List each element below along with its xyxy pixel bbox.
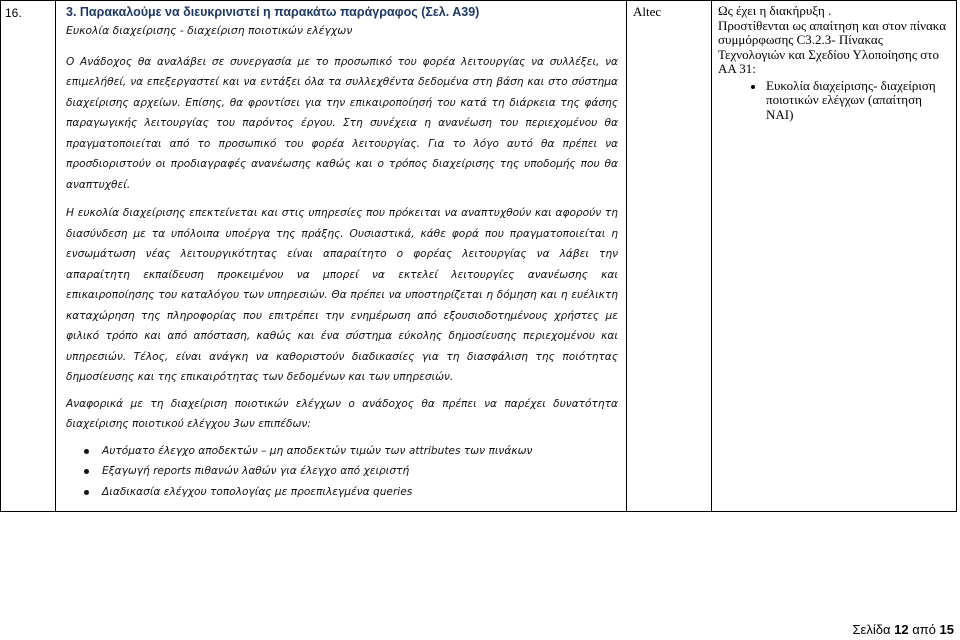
bidder-cell: Altec xyxy=(627,1,712,512)
answer-intro: Ως έχει η διακήρυξη . xyxy=(718,3,832,18)
list-item: Εξαγωγή reports πιθανών λαθών για έλεγχο από χειριστή xyxy=(102,461,618,482)
excerpt-paragraph: Η ευκολία διαχείρισης επεκτείνεται και στις υπηρεσίες που πρόκειται να αναπτυχθούν και αφορούν τη διασύνδεση με τα υπόλοιπα υποέργα της πράξης. Ουσιαστικά, κάθε φορά που πραγματοποιείται η ενσωμάτωση νέας λειτουργικότητας είναι απαραίτητο ο φορέας λειτουργίας να λάβει την απαραίτητη εκπαίδευση προκειμένου να μπορεί να εκτελεί λειτουργίες ανανέωσης και επικαιροποίησης του καταλόγου των υπηρεσιών. Θα πρέπει να υποστηρίζεται η δόμηση και η ευέλικτη καταχώρηση της πληροφορίας που επιτρέπει την ενημέρωση από εξουσιοδοτημένους χρήστες με φιλικό τρόπο και από απόσταση, καθώς και ένα σύστημα εύκολης δημοσίευσης περιεχομένου και υπηρεσιών. Τέλος, είναι ανάγκη να καθοριστούν διαδικασίες για τη διασφάλιση της ποιότητας δημοσίευσης και της επικαιρότητας των δεδομένων και των υπηρεσιών. xyxy=(66,207,618,383)
excerpt-bullet-list xyxy=(66,441,618,503)
quoted-excerpt xyxy=(56,19,626,502)
total-pages: 15 xyxy=(939,622,954,637)
list-item: Ευκολία διαχείρισης- διαχείριση ποιοτικών ελέγχων (απαίτηση ΝΑΙ) xyxy=(766,79,950,123)
excerpt-paragraph: Αναφορικά με τη διαχείριση ποιοτικών ελέγχων ο ανάδοχος θα πρέπει να παρέχει δυνατότητα διαχείρισης ποιοτικού ελέγχου 3ων επιπέδων: xyxy=(66,397,618,430)
page-footer xyxy=(852,622,954,637)
excerpt-title: Ευκολία διαχείρισης - διαχείριση ποιοτικών ελέγχων xyxy=(66,24,353,37)
list-item: Αυτόματο έλεγχο αποδεκτών – μη αποδεκτών τιμών των attributes των πινάκων xyxy=(102,441,618,462)
table-row xyxy=(1,1,957,512)
footer-middle: από xyxy=(912,622,936,637)
answer-text: Προστίθενται ως απαίτηση και στον πίνακα συμμόρφωσης C3.2.3- Πίνακας Τεχνολογιών και Σχεδίου Υλοποίησης στο ΑΑ 31: xyxy=(718,17,947,77)
answer-cell xyxy=(712,1,957,512)
question-cell xyxy=(56,1,627,512)
current-page: 12 xyxy=(894,622,909,637)
excerpt-paragraph: Ο Ανάδοχος θα αναλάβει σε συνεργασία με το προσωπικό του φορέα λειτουργίας να συλλέξει, να επιμελήθεί, να επεξεργαστεί και να εντάξει όλα τα συλλεχθέντα δεδομένα στη βάση και στο σύστημα διαχείρισης αρχείων. Επίσης, θα φροντίσει για την επικαιροποίησή του κατά τη διάρκεια της φάσης παραγωγικής λειτουργίας του παρόντος έργου. Στη συνέχεια η ανανέωση του περιεχομένου θα πραγματοποιείται από το προσωπικό του φορέα λειτουργίας. Για το λόγο αυτό θα πρέπει να προσδιοριστούν οι προδιαγραφές ανανέωσης καθώς και ο τρόπος διαχείρισης της υποδομής που θα αναπτυχθεί. xyxy=(66,55,618,191)
list-item: Διαδικασία ελέγχου τοπολογίας με προεπιλεγμένα queries xyxy=(102,482,618,503)
row-number: 16. xyxy=(1,1,56,512)
question-heading: 3. Παρακαλούμε να διευκρινιστεί η παρακάτω παράγραφος (Σελ. Α39) xyxy=(66,5,480,19)
answer-bullet-list xyxy=(718,79,950,123)
footer-prefix: Σελίδα xyxy=(852,622,891,637)
